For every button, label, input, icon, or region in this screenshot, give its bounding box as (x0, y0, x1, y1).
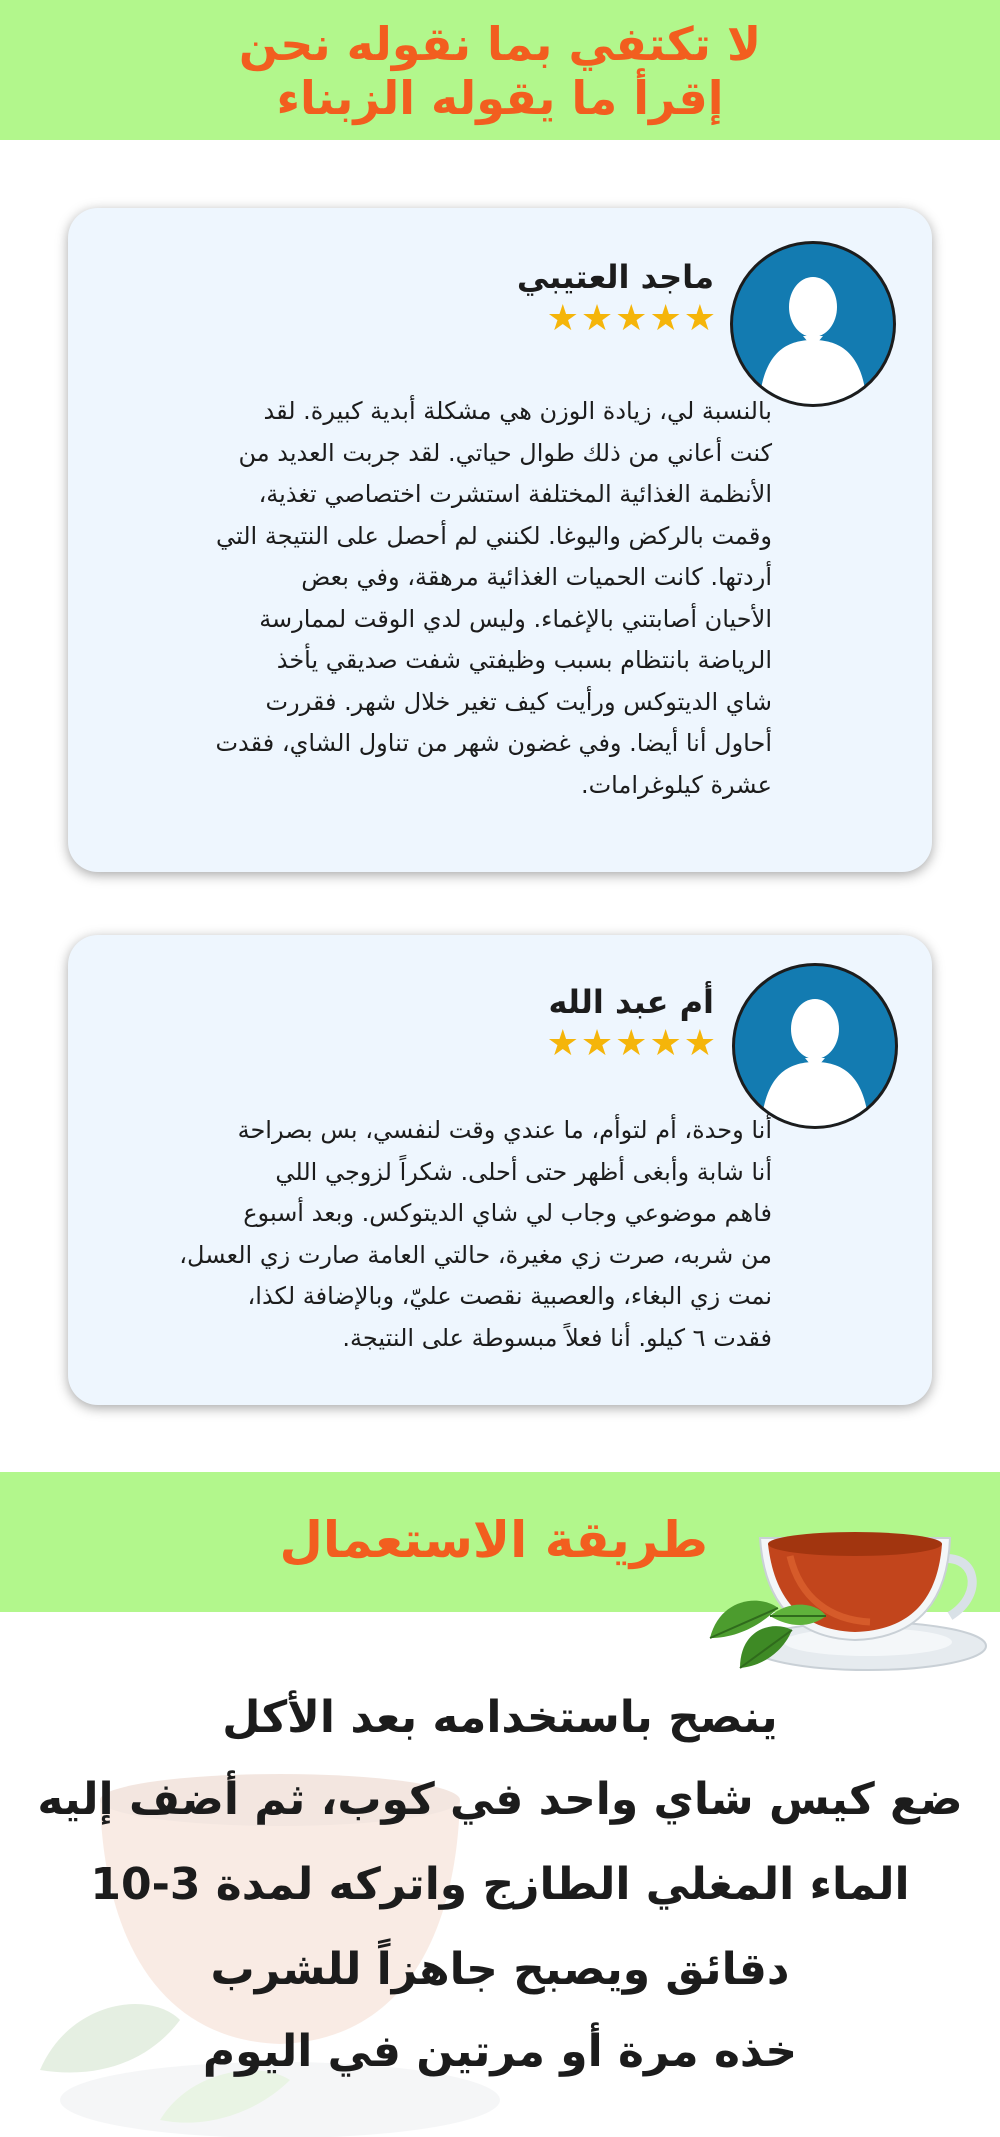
review-line: بالنسبة لي، زيادة الوزن هي مشكلة أبدية كبيرة. لقد (263, 397, 772, 425)
review-line: وقمت بالركض واليوغا. لكنني لم أحصل على النتيجة التي (215, 521, 772, 550)
review-text (104, 391, 772, 806)
instruction-line: الماء المغلي الطازج واتركه لمدة 3-10 (90, 1859, 910, 1910)
instruction-line: ضع كيس شاي واحد في كوب، ثم أضف إليه (37, 1774, 963, 1825)
review-line: عشرة كيلوغرامات. (580, 770, 772, 799)
avatar (732, 963, 898, 1129)
star-rating: ★★★★★ (546, 298, 718, 339)
review-line: نمت زي البغاء، والعصبية نقصت عليّ، وبالإضافة لكذا، (247, 1282, 772, 1310)
star-rating: ★★★★★ (546, 1023, 718, 1064)
review-line: الأحيان أصابتني بالإغماء. وليس لدي الوقت لممارسة (259, 604, 772, 633)
review-text (104, 1110, 772, 1359)
instruction-line: خذه مرة أو مرتين في اليوم (202, 2026, 798, 2077)
usage-title: طريقة الاستعمال (279, 1511, 708, 1569)
user-silhouette-icon (733, 244, 893, 404)
header-title-line-1: لا تكتفي بما نقوله نحن (238, 17, 762, 71)
review-line: فاهم موضوعي وجاب لي شاي الديتوكس. وبعد أسبوع (243, 1199, 772, 1227)
header-title-line-2: إقرأ ما يقوله الزبناء (276, 71, 724, 125)
review-line: أنا شابة وأبغى أظهر حتى أحلى. شكراً لزوجي اللي (275, 1157, 772, 1186)
instruction-line: ينصح باستخدامه بعد الأكل (222, 1692, 778, 1743)
instruction-line: دقائق ويصبح جاهزاً للشرب (210, 1944, 790, 1995)
reviewer-name: أم عبد الله (548, 983, 714, 1021)
review-line: كنت أعاني من ذلك طوال حياتي. لقد جربت العديد من (238, 438, 772, 467)
review-card (68, 935, 932, 1405)
review-line: فقدت ٦ كيلو. أنا فعلاً مبسوطة على النتيجة. (342, 1323, 772, 1352)
review-line: الرياضة بانتظام بسبب وظيفتي شفت صديقي يأخذ (276, 646, 772, 674)
header-banner (0, 0, 1000, 140)
teacup-image (700, 1498, 996, 1678)
review-line: الأنظمة الغذائية المختلفة استشرت اختصاصي تغذية، (258, 480, 772, 508)
review-line: شاي الديتوكس ورأيت كيف تغير خلال شهر. فقررت (265, 687, 772, 716)
review-card (68, 208, 932, 872)
reviewer-name: ماجد العتيبي (516, 258, 714, 296)
review-line: أحاول أنا أيضا. وفي غضون شهر من تناول الشاي، فقدت (215, 729, 772, 757)
avatar (730, 241, 896, 407)
user-silhouette-icon (735, 966, 895, 1126)
review-line: من شربه، صرت زي مغيرة، حالتي العامة صارت زي العسل، (179, 1240, 772, 1269)
review-line: أنا وحدة، أم لتوأم، ما عندي وقت لنفسي، بس بصراحة (237, 1116, 772, 1144)
review-line: أردتها. كانت الحميات الغذائية مرهقة، وفي بعض (301, 563, 772, 591)
